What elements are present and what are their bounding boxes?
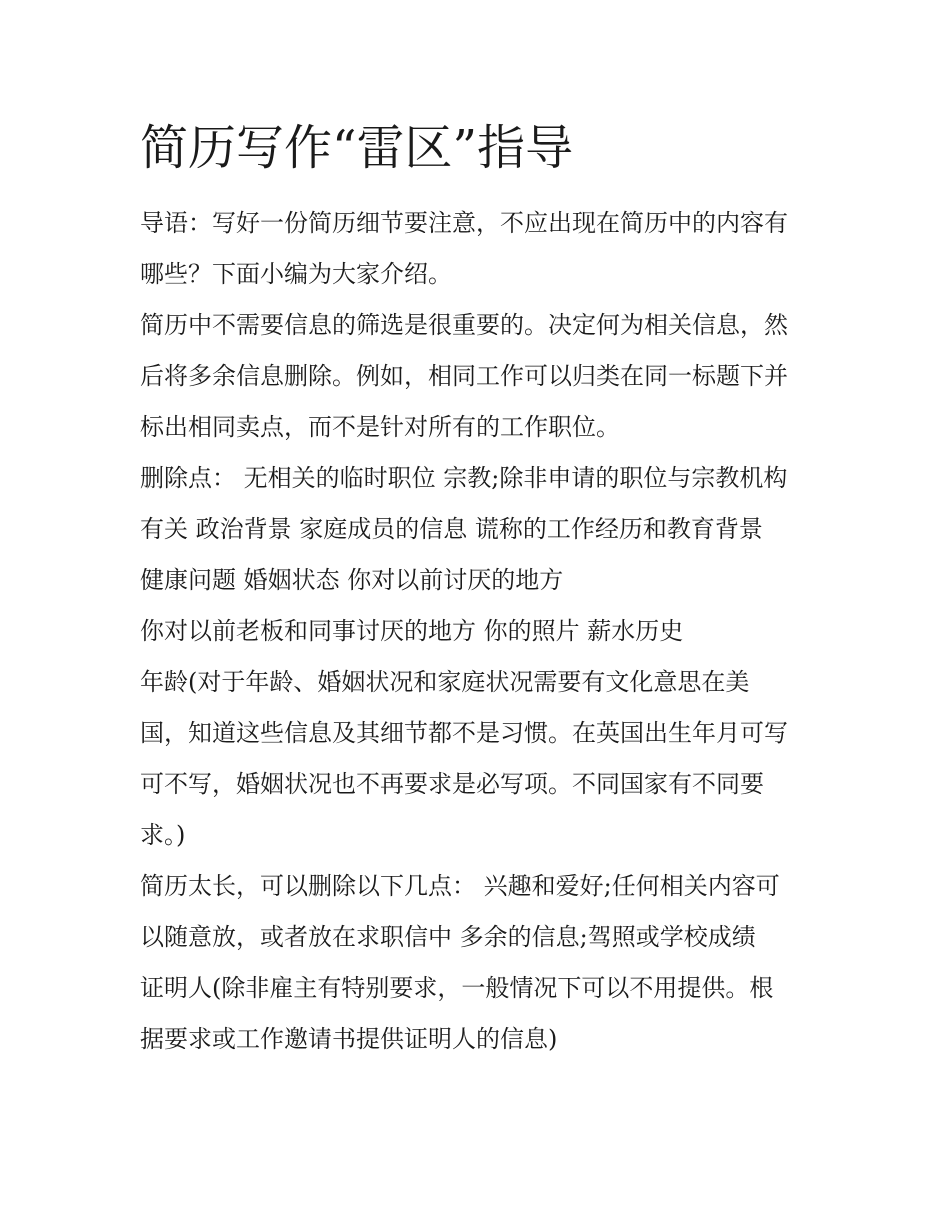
body-line: 国，知道这些信息及其细节都不是习惯。在英国出生年月可写 [140, 719, 788, 747]
body-line: 有关 政治背景 家庭成员的信息 谎称的工作经历和教育背景 [140, 515, 763, 543]
body-line: 哪些？下面小编为大家介绍。 [140, 260, 452, 288]
body-line: 简历中不需要信息的筛选是很重要的。决定何为相关信息，然 [140, 311, 788, 339]
body-line: 证明人(除非雇主有特别要求，一般情况下可以不用提供。根 [140, 974, 774, 1002]
body-line: 求。) [140, 821, 186, 849]
body-line: 年龄(对于年龄、婚姻状况和家庭状况需要有文化意思在美 [140, 668, 750, 696]
body-line: 删除点： 无相关的临时职位 宗教;除非申请的职位与宗教机构 [140, 464, 788, 492]
body-line: 简历太长，可以删除以下几点： 兴趣和爱好;任何相关内容可 [140, 872, 780, 900]
body-line: 据要求或工作邀请书提供证明人的信息) [140, 1025, 558, 1053]
body-line: 健康问题 婚姻状态 你对以前讨厌的地方 [140, 566, 564, 594]
document-content [140, 112, 820, 1065]
body-line: 后将多余信息删除。例如，相同工作可以归类在同一标题下并 [140, 362, 788, 390]
body-line: 可不写，婚姻状况也不再要求是必写项。不同国家有不同要 [140, 770, 764, 798]
body-line: 你对以前老板和同事讨厌的地方 你的照片 薪水历史 [140, 617, 684, 645]
body-line: 以随意放，或者放在求职信中 多余的信息;驾照或学校成绩 [140, 923, 756, 951]
body-line: 导语：写好一份简历细节要注意，不应出现在简历中的内容有 [140, 209, 788, 237]
page-title: 简历写作“雷区”指导 [140, 120, 574, 176]
body-line: 标出相同卖点，而不是针对所有的工作职位。 [140, 413, 620, 441]
